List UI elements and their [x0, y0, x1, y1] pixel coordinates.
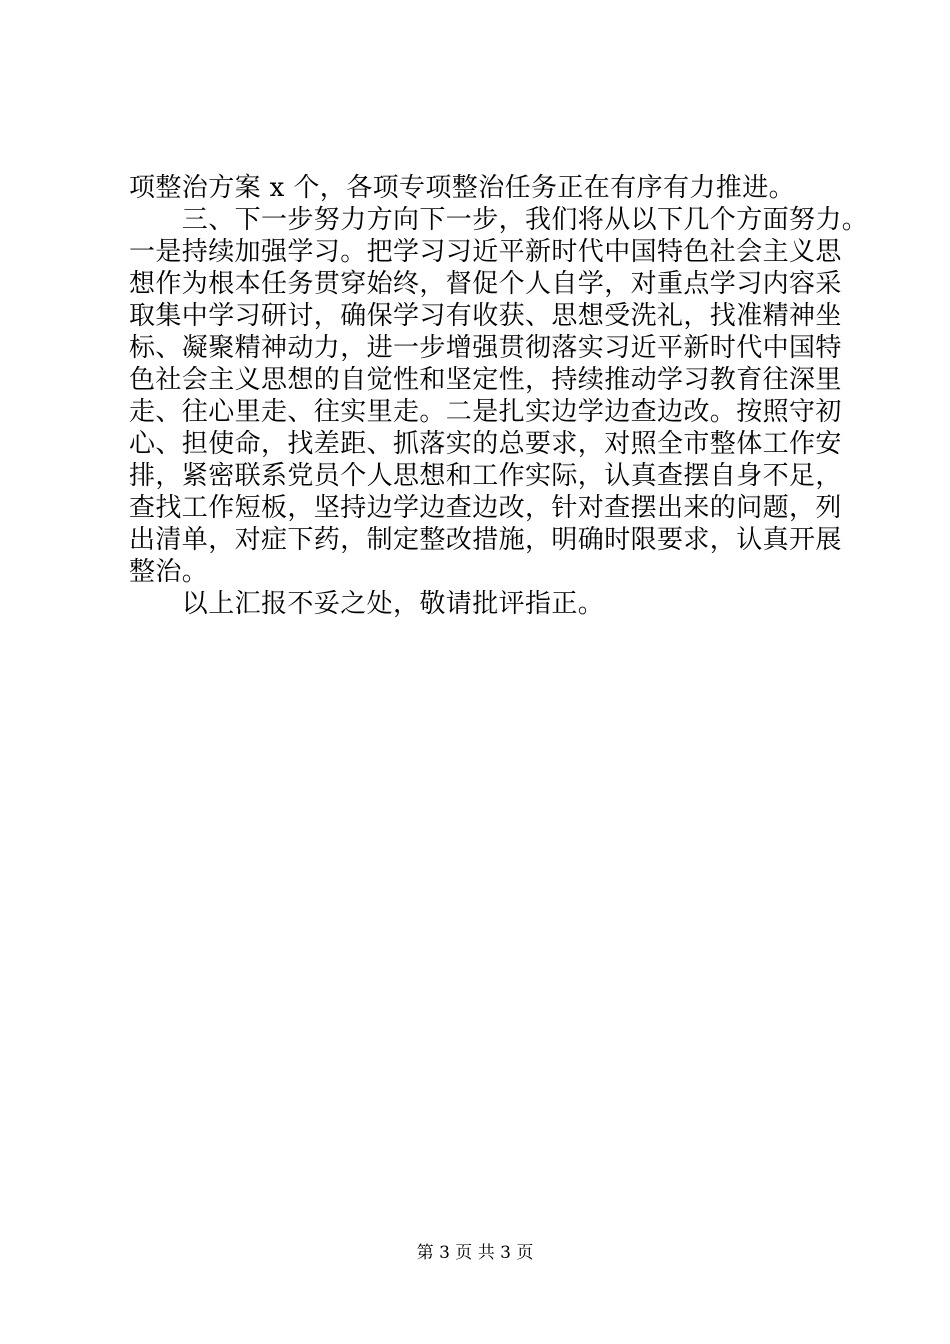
page-footer: 第 3 页 共 3 页	[416, 1243, 534, 1263]
text-line: 以上汇报不妥之处，敬请批评指正。	[129, 589, 605, 619]
text-line: 标、凝聚精神动力，进一步增强贯彻落实习近平新时代中国特	[129, 333, 842, 363]
text-line: 项整治方案 x 个，各项专项整治任务正在有序有力推进。	[129, 173, 795, 203]
text-line: 一是持续加强学习。把学习习近平新时代中国特色社会主义思	[129, 237, 842, 267]
text-line: 走、往心里走、往实里走。二是扎实边学边查边改。按照守初	[129, 397, 842, 427]
text-line: 取集中学习研讨，确保学习有收获、思想受洗礼，找准精神坐	[129, 301, 842, 331]
text-line: 心、担使命，找差距、抓落实的总要求，对照全市整体工作安	[129, 429, 842, 459]
text-line: 想作为根本任务贯穿始终，督促个人自学，对重点学习内容采	[129, 269, 842, 299]
text-line: 查找工作短板，坚持边学边查边改，针对查摆出来的问题，列	[129, 493, 842, 523]
text-line: 出清单，对症下药，制定整改措施，明确时限要求，认真开展	[129, 525, 842, 555]
text-line: 整治。	[129, 557, 209, 587]
text-line: 三、下一步努力方向下一步，我们将从以下几个方面努力。	[129, 205, 869, 235]
text-line: 排，紧密联系党员个人思想和工作实际，认真查摆自身不足，	[129, 461, 842, 491]
text-line: 色社会主义思想的自觉性和坚定性，持续推动学习教育往深里	[129, 365, 842, 395]
